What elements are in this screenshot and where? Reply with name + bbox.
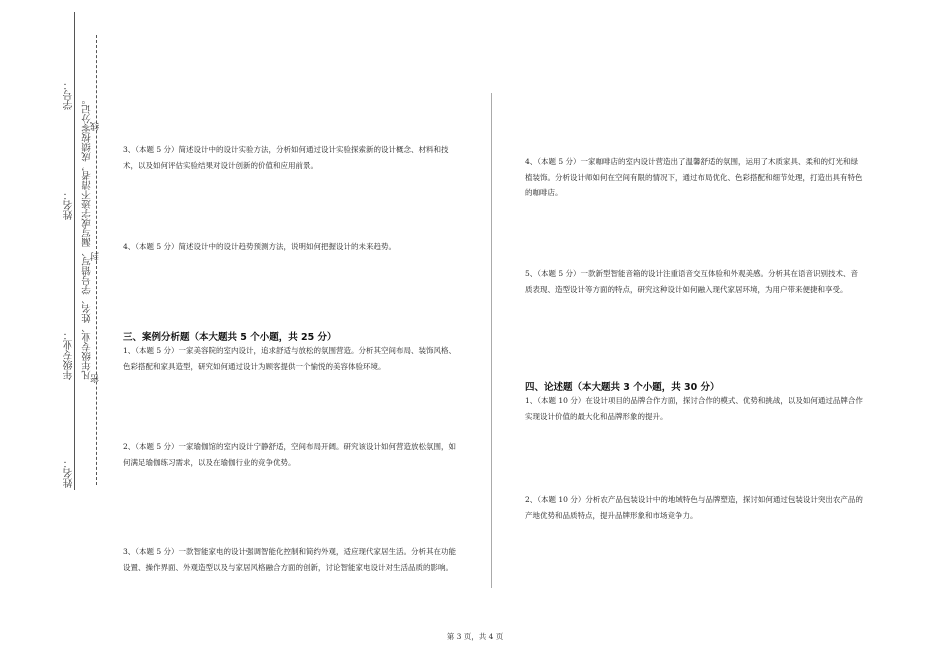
case-question-1: 1、（本题 5 分）一家美容院的室内设计，追求舒适与放松的氛围营造。分析其空间布局、装饰风格、色彩搭配和家具造型，研究如何通过设计为顾客提供一个愉悦的美容体验环境。 bbox=[123, 346, 457, 371]
school-label: 姓名： bbox=[64, 458, 75, 488]
section-3-title: 三、案例分析题（本大题共 5 个小题，共 25 分） bbox=[123, 332, 337, 343]
column-divider bbox=[491, 93, 492, 588]
page-number: 第 3 页，共 4 页 bbox=[446, 632, 504, 641]
student-id-label: 学号： bbox=[64, 80, 75, 110]
essay-question-2: 2、（本题 10 分）分析农产品包装设计中的地域特色与品牌塑造，探讨如何通过包装设计突出农产品的产地优势和品质特点，提升品牌形象和市场竞争力。 bbox=[525, 495, 863, 520]
case-question-3: 3、（本题 5 分）一款智能家电的设计强调智能化控制和简约外观，适应现代家居生活。分析其在功能设置、操作界面、外观造型以及与家居风格融合方面的创新，讨论智能家电设计对生活品质的影响。 bbox=[123, 547, 457, 572]
case-question-5: 5、（本题 5 分）一款新型智能音箱的设计注重语音交互体验和外观美感。分析其在语音识别技术、音质表现、造型设计等方面的特点，研究这种设计如何融入现代家居环境，为用户带来便捷和享受。 bbox=[525, 269, 859, 294]
seal-char-xian: 线 bbox=[91, 122, 101, 131]
case-question-2: 2、（本题 5 分）一家瑜伽馆的室内设计宁静舒适，空间布局开阔。研究该设计如何营造放松氛围，如何满足瑜伽练习需求，以及在瑜伽行业的竞争优势。 bbox=[123, 442, 457, 467]
seal-char-mi: 密 bbox=[91, 374, 101, 383]
case-question-4: 4、（本题 5 分）一家咖啡店的室内设计营造出了温馨舒适的氛围，运用了木质家具、柔和的灯光和绿植装饰。分析设计师如何在空间有限的情况下，通过布局优化、色彩搭配和细节处理，打造出具有特色的咖啡店。 bbox=[525, 157, 863, 197]
seal-char-feng: 封 bbox=[91, 252, 101, 261]
binding-margin bbox=[0, 0, 110, 672]
essay-question-1: 1、（本题 10 分）在设计项目的品牌合作方面，探讨合作的模式、优势和挑战，以及如何通过品牌合作实现设计价值的最大化和品牌形象的提升。 bbox=[525, 396, 863, 421]
major-label: 年级专业： bbox=[64, 330, 75, 380]
section-4-title: 四、论述题（本大题共 3 个小题，共 30 分） bbox=[525, 382, 720, 393]
name-label: 姓名： bbox=[64, 190, 75, 220]
question-3: 3、（本题 5 分）简述设计中的设计实验方法，分析如何通过设计实验探索新的设计概念、材料和技术，以及如何评估实验结果对设计创新的价值和应用前景。 bbox=[123, 145, 449, 170]
question-4: 4、（本题 5 分）简述设计中的设计趋势预测方法，说明如何把握设计的未来趋势。 bbox=[123, 242, 397, 251]
binding-instruction: 凡年级专业、姓名、学号错写、漏写或字迹不清者，成绩按零分记。 bbox=[82, 95, 93, 380]
